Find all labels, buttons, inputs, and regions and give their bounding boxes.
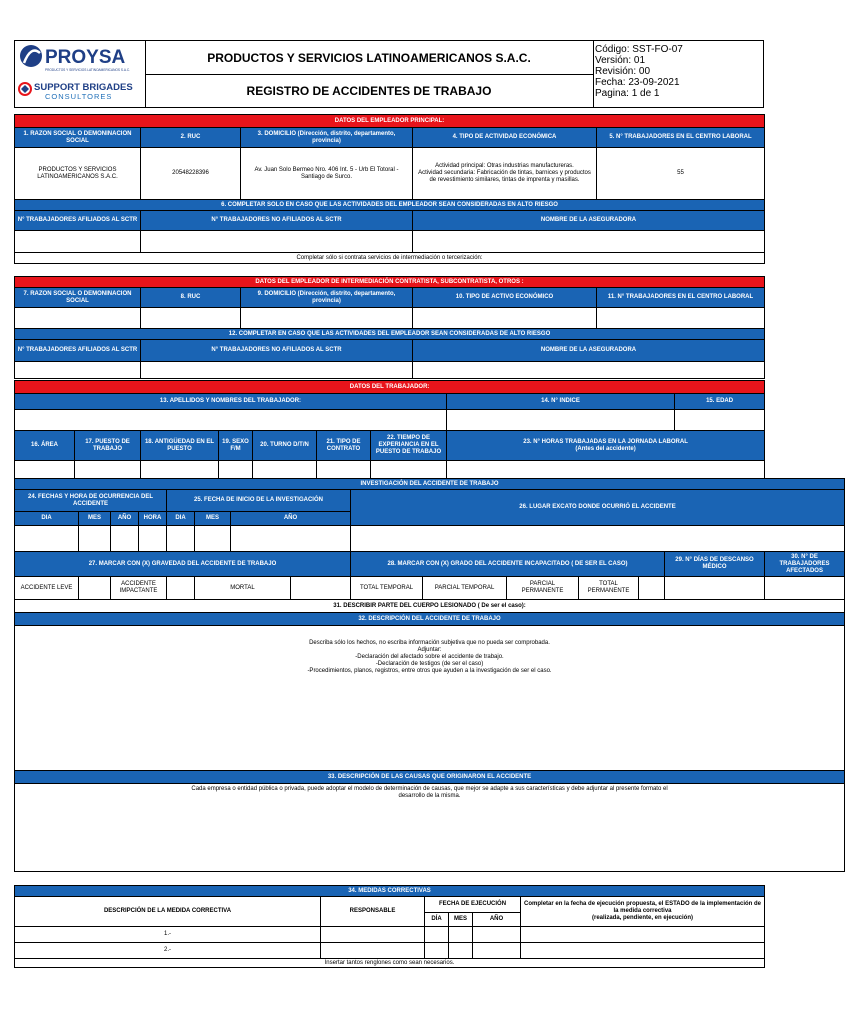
instruction-line: -Declaración del afectado sobre el accidente de trabajo.	[355, 654, 504, 660]
input-cell[interactable]	[141, 362, 413, 379]
col-header: 24. FECHAS Y HORA DE OCURRENCIA DEL ACCIDENTE	[15, 490, 167, 512]
input-cell[interactable]	[141, 231, 413, 253]
input-cell[interactable]	[413, 231, 765, 253]
input-cell[interactable]	[413, 362, 765, 379]
causes-area[interactable]	[15, 784, 845, 872]
doc-date: Fecha: 23-09-2021	[595, 77, 680, 88]
title-block	[145, 41, 594, 107]
instruction-line: -Declaración de testigos (de ser el caso)	[375, 661, 484, 667]
logo-area	[15, 41, 146, 107]
section-title: 34. MEDIDAS CORRECTIVAS	[15, 886, 765, 897]
worker-table	[14, 380, 765, 479]
input-cell[interactable]	[15, 410, 447, 431]
col-header: 25. FECHA DE INICIO DE LA INVESTIGACIÓN	[167, 490, 351, 512]
gravedad-label: MORTAL	[195, 577, 291, 600]
col-header: DÍA	[425, 913, 449, 927]
input-cell[interactable]	[79, 526, 111, 552]
input-cell[interactable]	[195, 526, 231, 552]
col-header: N° TRABAJADORES AFILIADOS AL SCTR	[15, 211, 141, 231]
col-header: 22. TIEMPO DE EXPERIANCIA EN EL PUESTO DE TRABAJO	[371, 431, 447, 461]
col-header: AÑO	[111, 512, 139, 526]
section-title: 33. DESCRIPCIÓN DE LAS CAUSAS QUE ORIGINARON EL ACCIDENTE	[15, 771, 845, 784]
col-header: 13. APELLIDOS Y NOMBRES DEL TRABAJADOR:	[15, 394, 447, 410]
row-header: 6. COMPLETAR SOLO EN CASO QUE LAS ACTIVIDADES DEL EMPLEADOR SEAN CONSIDERADAS EN ALTO RIESGO	[15, 200, 765, 211]
input-cell[interactable]	[765, 577, 845, 600]
col-header: HORA	[139, 512, 167, 526]
company-title: PRODUCTOS Y SERVICIOS LATINOAMERICANOS S.A.C.	[145, 41, 593, 75]
input-cell[interactable]	[447, 410, 675, 431]
corrective-measures-table	[14, 885, 765, 968]
input-cell[interactable]	[371, 461, 447, 479]
input-cell[interactable]	[139, 526, 167, 552]
checkbox-cell[interactable]	[79, 577, 111, 600]
input-cell[interactable]	[321, 943, 425, 959]
gravedad-label: ACCIDENTE LEVE	[15, 577, 79, 600]
actividad-value[interactable]	[413, 148, 597, 200]
section-title: INVESTIGACIÓN DEL ACCIDENTE DE TRABAJO	[15, 479, 845, 490]
col-header: MES	[195, 512, 231, 526]
input-cell[interactable]	[231, 526, 351, 552]
form-header	[14, 40, 764, 108]
input-cell[interactable]	[15, 308, 141, 329]
estado-options: (realizada, pendiente, en ejecución)	[591, 915, 694, 921]
checkbox-cell[interactable]	[167, 577, 195, 600]
input-cell[interactable]	[75, 461, 141, 479]
actividad-secundaria: Actividad secundaria: Fabricación de tintas, barnices y productos de revestimiento similares, tintas de imprenta y masillas.	[418, 170, 591, 183]
grado-label: PARCIAL PERMANENTE	[507, 577, 579, 600]
domicilio-value[interactable]: Av. Juan Solo Bermeo Nro. 406 Int. 5 - Urb El Totoral - Santiago de Surco.	[241, 148, 413, 200]
accident-description-area[interactable]	[15, 626, 845, 771]
ruc-value[interactable]: 20548228396	[141, 148, 241, 200]
col-header: 21. TIPO DE CONTRATO	[317, 431, 371, 461]
input-cell[interactable]	[15, 526, 79, 552]
grado-label: TOTAL PERMANENTE	[579, 577, 639, 600]
col-header: 7. RAZON SOCIAL O DEMONINACION SOCIAL	[15, 288, 141, 308]
col-header: MES	[79, 512, 111, 526]
col-header: NOMBRE DE LA ASEGURADORA	[413, 340, 765, 362]
input-cell[interactable]	[141, 461, 219, 479]
col-header: 26. LUGAR EXCATO DONDE OCURRIÓ EL ACCIDENTE	[351, 490, 845, 526]
instruction-line: Describa sólo los hechos, no escriba información subjetiva que no pueda ser comprobada.	[309, 640, 550, 646]
logo2-sub: CONSULTORES	[45, 92, 113, 101]
col-header: 20. TURNO D/T/N	[253, 431, 317, 461]
doc-revision: Revisión: 00	[595, 66, 651, 77]
input-cell[interactable]	[521, 927, 765, 943]
horas-header: 23. N° HORAS TRABAJADAS EN LA JORNADA LABORAL	[523, 438, 688, 445]
input-cell[interactable]	[449, 927, 473, 943]
row-header: 12. COMPLETAR EN CASO QUE LAS ACTIVIDADES DEL EMPLEADOR SEAN CONSIDERADAS DE ALTO RIESGO	[15, 329, 765, 340]
input-cell[interactable]	[15, 461, 75, 479]
col-header: N° TRABAJADORES NO AFILIADOS AL SCTR	[141, 211, 413, 231]
input-cell[interactable]	[473, 943, 521, 959]
col-header: 29. N° DÍAS DE DESCANSO MÉDICO	[665, 552, 765, 577]
col-header: 1. RAZON SOCIAL O DEMONINACION SOCIAL	[15, 128, 141, 148]
note-text: Completar sólo si contrata servicios de intermediación o tercerización:	[15, 253, 765, 264]
input-cell[interactable]	[425, 943, 449, 959]
grado-label: PARCIAL TEMPORAL	[423, 577, 507, 600]
input-cell[interactable]	[597, 308, 765, 329]
col-header: DESCRIPCIÓN DE LA MEDIDA CORRECTIVA	[15, 897, 321, 927]
col-header: FECHA DE EJECUCIÓN	[425, 897, 521, 913]
doc-code: Código: SST-FO-07	[595, 44, 683, 55]
col-header	[447, 431, 765, 461]
col-header: 30. N° DE TRABAJADORES AFECTADOS	[765, 552, 845, 577]
col-header: 8. RUC	[141, 288, 241, 308]
input-cell[interactable]	[111, 526, 139, 552]
col-header	[521, 897, 765, 927]
input-cell[interactable]	[241, 308, 413, 329]
col-header: 27. MARCAR CON (X) GRAVEDAD DEL ACCIDENTE DE TRABAJO	[15, 552, 351, 577]
razon-social-value[interactable]: PRODUCTOS Y SERVICIOS LATINOAMERICANOS S.A.C.	[15, 148, 141, 200]
col-header: 15. EDAD	[675, 394, 765, 410]
col-header: 16. ÁREA	[15, 431, 75, 461]
doc-version: Versión: 01	[595, 55, 646, 66]
input-cell[interactable]	[425, 927, 449, 943]
col-header: 14. N° INDICE	[447, 394, 675, 410]
col-header: AÑO	[473, 913, 521, 927]
actividad-principal: Actividad principal: Otras industrias manufactureras.	[435, 163, 574, 169]
col-header: NOMBRE DE LA ASEGURADORA	[413, 211, 765, 231]
col-header: MES	[449, 913, 473, 927]
input-cell[interactable]	[413, 308, 597, 329]
contractor-table	[14, 276, 765, 379]
trabajadores-value[interactable]: 55	[597, 148, 765, 200]
input-cell[interactable]	[449, 943, 473, 959]
measure-row-label[interactable]: 2.-	[15, 943, 321, 959]
col-header: 2. RUC	[141, 128, 241, 148]
col-header: AÑO	[231, 512, 351, 526]
form-title: REGISTRO DE ACCIDENTES DE TRABAJO	[246, 84, 492, 98]
col-header: 10. TIPO DE ACTIVO ECONÓMICO	[413, 288, 597, 308]
col-header: 19. SEXO F/M	[219, 431, 253, 461]
gravedad-label: ACCIDENTE IMPACTANTE	[111, 577, 167, 600]
col-header: 17. PUESTO DE TRABAJO	[75, 431, 141, 461]
note-text: Insertar tantos renglones como sean necesarios.	[15, 959, 765, 968]
investigation-table	[14, 478, 845, 872]
col-header: 11. N° TRABAJADORES EN EL CENTRO LABORAL	[597, 288, 765, 308]
col-header: 5. N° TRABAJADORES EN EL CENTRO LABORAL	[597, 128, 765, 148]
col-header: 18. ANTIGÜEDAD EN EL PUESTO	[141, 431, 219, 461]
instruction-line: desarrollo de la misma.	[398, 793, 461, 799]
input-cell[interactable]	[253, 461, 317, 479]
input-cell[interactable]	[521, 943, 765, 959]
checkbox-cell[interactable]	[291, 577, 351, 600]
input-cell[interactable]	[665, 577, 765, 600]
employer-principal-table	[14, 114, 765, 264]
input-cell[interactable]	[321, 927, 425, 943]
col-header: 4. TIPO DE ACTIVIDAD ECONÓMICA	[413, 128, 597, 148]
col-header: 28. MARCAR CON (X) GRADO DEL ACCIDENTE INCAPACITADO ( DE SER EL CASO)	[351, 552, 665, 577]
doc-page: Pagina: 1 de 1	[595, 88, 660, 99]
instruction-line: Cada empresa o entidad pública o privada, puede adoptar el modelo de determinación de causas, que mejor se adapte a sus características y debe adjuntar al presente formato el	[191, 786, 668, 792]
section-title: DATOS DEL EMPLEADOR DE INTERMEDIACIÓN CONTRATISTA, SUBCONTRATISTA, OTROS :	[15, 277, 765, 288]
col-header: 3. DOMICILIO (Dirección, distrito, departamento, provincia)	[241, 128, 413, 148]
proysa-logo	[15, 41, 145, 107]
col-header: N° TRABAJADORES NO AFILIADOS AL SCTR	[141, 340, 413, 362]
section-title: DATOS DEL EMPLEADOR PRINCIPAL:	[15, 115, 765, 128]
instruction-line: -Procedimientos, planos, registros, entre otros que ayuden a la investigación de ser el caso.	[307, 668, 552, 674]
col-header: 9. DOMICILIO (Dirección, distrito, departamento, provincia)	[241, 288, 413, 308]
document-meta	[595, 44, 683, 99]
checkbox-cell[interactable]	[639, 577, 665, 600]
grado-label: TOTAL TEMPORAL	[351, 577, 423, 600]
instruction-line: Adjuntar:	[417, 647, 442, 653]
logo1-text: PROYSA	[45, 47, 126, 68]
section-title: DATOS DEL TRABAJADOR:	[15, 381, 765, 394]
col-header: N° TRABAJADORES AFILIADOS AL SCTR	[15, 340, 141, 362]
body-part-label: 31. DESCRIBIR PARTE DEL CUERPO LESIONADO ( De ser el caso):	[15, 600, 845, 613]
horas-subheader: (Antes del accidente)	[575, 445, 636, 452]
input-cell[interactable]	[473, 927, 521, 943]
input-cell[interactable]	[675, 410, 765, 431]
col-header: DIA	[15, 512, 79, 526]
section-title: 32. DESCRIPCIÓN DEL ACCIDENTE DE TRABAJO	[15, 613, 845, 626]
input-cell[interactable]	[351, 526, 845, 552]
estado-instruction: Completar en la fecha de ejecución propuesta, el ESTADO de la implementación de la medida correctiva	[524, 901, 761, 914]
input-cell[interactable]	[167, 526, 195, 552]
measure-row-label[interactable]: 1.-	[15, 927, 321, 943]
input-cell[interactable]	[219, 461, 253, 479]
input-cell[interactable]	[15, 362, 141, 379]
logo2-text: SUPPORT BRIGADES	[34, 82, 133, 93]
col-header: DIA	[167, 512, 195, 526]
input-cell[interactable]	[447, 461, 765, 479]
input-cell[interactable]	[15, 231, 141, 253]
col-header: RESPONSABLE	[321, 897, 425, 927]
logo1-sub: PRODUCTOS Y SERVICIOS LATINOAMERICANOS S.A.C.	[45, 68, 131, 72]
input-cell[interactable]	[317, 461, 371, 479]
input-cell[interactable]	[141, 308, 241, 329]
